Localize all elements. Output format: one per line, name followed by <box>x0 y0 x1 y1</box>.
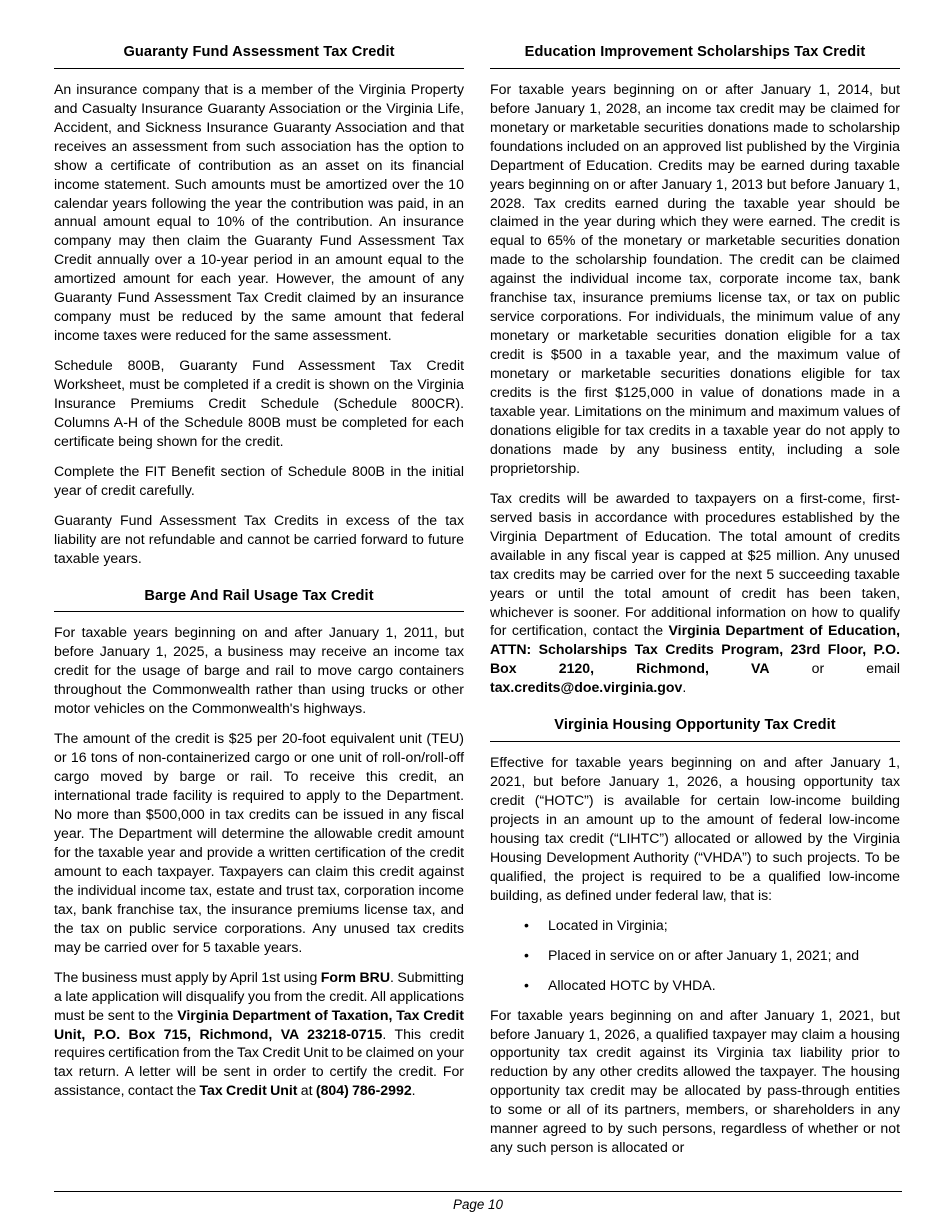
bullet-icon: • <box>524 976 529 993</box>
barge-contact-text-4: at <box>297 1082 316 1099</box>
list-item <box>490 976 900 995</box>
paragraph-housing-closing: For taxable years beginning on and after January 1, 2021, but before January 1, 2026, a qualified taxpayer may claim a housing opportunity tax credit against its Virginia tax liability prior to reduction by any other credits allowed the taxpayer. The housing opportunity tax credit may be allocated by pass-through entities to some or all of its partners, members, or shareholders in any manner agreed to by such persons, regardless of whether or not any such person is allocated or <box>490 1006 900 1156</box>
paragraph-education-1: For taxable years beginning on or after January 1, 2014, but before January 1, 2028, an income tax credit may be claimed for monetary or marketable securities donations made to scholarship foundations included on an approved list published by the Virginia Department of Education. Credits may be earned during taxable years beginning on or after January 1, 2013 but before January 1, 2028. Tax credits earned during the taxable year should be claimed in the year during which they were earned. The credit is equal to 65% of the monetary or marketable securities donation made to the scholarship foundation. The credit can be claimed against the individual income tax, corporate income tax, bank franchise tax, insurance premiums license tax, or tax on public service corporations. For individuals, the minimum value of any monetary or marketable securities donation eligible for a tax credit is $500 in a taxable year, and the maximum value of monetary or marketable securities donations eligible for tax credits is the first $125,000 in value of donations made in a taxable year. Limitations on the minimum and maximum values of donations eligible for tax credits in a taxable year do not apply to donations made by any business entity, including a sole proprietorship. <box>490 80 900 476</box>
barge-contact-text-2: . Submitting a late application will disqualify you from the credit. All applications must be sent to the <box>54 968 464 1023</box>
education-contact-text-1: Tax credits will be awarded to taxpayers on a first-come, first-served basis in accordance with procedures established by the Virginia Department of Education. The total amount of credits available in any fiscal year is capped at $25 million. Any unused tax credits may be carried over for the next 5 succeeding taxable years or until the total amount of credit has been taken, whichever is sooner. For additional information on how to qualify for certification, contact the <box>490 489 900 639</box>
bullet-icon: • <box>524 916 529 933</box>
barge-mailing-address: Virginia Department of Taxation, Tax Credit Unit, P.O. Box 715, Richmond, VA 23218-0715 <box>54 1006 464 1042</box>
housing-qualification-list <box>490 916 900 995</box>
education-contact-text-2: or email <box>769 660 900 677</box>
section-heading-guaranty-fund: Guaranty Fund Assessment Tax Credit <box>123 44 395 60</box>
paragraph-barge-contact <box>54 968 464 1101</box>
list-item <box>490 946 900 965</box>
heading-block-guaranty-fund <box>54 44 464 69</box>
barge-phone-number: (804) 786-2992 <box>315 1082 412 1099</box>
paragraph-housing-intro: Effective for taxable years beginning on and after January 1, 2021, but before January 1, 2026, a housing opportunity tax credit (“HOTC”) is available for certain low-income building projects in an amount up to the amount of federal low-income housing tax credit (“LIHTC”) allocated or allowed by the Virginia Housing Development Authority (“VHDA”) to such projects. To be qualified, the project is required to be a qualified low-income building, as defined under federal law, that is: <box>490 754 900 903</box>
education-email-address: tax.credits@doe.virginia.gov <box>490 679 683 696</box>
paragraph-guaranty-1: An insurance company that is a member of the Virginia Property and Casualty Insurance Guaranty Association or the Virginia Life, Accident, and Sickness Insurance Guaranty Association and that receives an assessment from such association has the option to show a certificate of contribution as an asset on its financial income statement. Such amounts must be amortized over the 10 calendar years following the year the contribution was paid, in an annual amount equal to 10% of the contribution. An insurance company may then claim the Guaranty Fund Assessment Tax Credit annually over a 10-year period in an amount equal to the amortized amount for each year. However, the amount of any Guaranty Fund Assessment Tax Credit claimed by an insurance company must be reduced by the same amount that federal income taxes were reduced for the same assessment. <box>54 80 464 344</box>
heading-block-barge-rail <box>54 588 464 613</box>
left-column <box>54 44 464 1100</box>
heading-block-housing-opportunity <box>490 717 900 742</box>
two-column-layout <box>54 44 902 1157</box>
barge-contact-text-1: The business must apply by April 1st using <box>54 968 321 985</box>
section-heading-housing-opportunity: Virginia Housing Opportunity Tax Credit <box>554 717 836 734</box>
paragraph-barge-2: The amount of the credit is $25 per 20-foot equivalent unit (TEU) or 16 tons of non-containerized cargo or one unit of roll-on/roll-off cargo moved by barge or rail. To receive this credit, an international trade facility is required to apply to the Department. No more than $500,000 in tax credits can be issued in any fiscal year. The Department will determine the allowable credit amount for the taxable year and provide a written certification of the credit amount to each taxpayer. Taxpayers can claim this credit against the individual income tax, estate and trust tax, corporation income tax, bank franchise tax, the insurance premiums license tax, and the tax on public service corporations. Any unused tax credits may be carried over for 5 taxable years. <box>54 730 464 955</box>
paragraph-barge-1: For taxable years beginning on and after January 1, 2011, but before January 1, 2025, a business may receive an income tax credit for the usage of barge and rail to move cargo containers throughout the Commonwealth rather than using trucks or other motor vehicles on the Commonwealth's highways. <box>54 624 464 717</box>
bullet-icon: • <box>524 946 529 963</box>
right-column <box>490 44 900 1157</box>
paragraph-guaranty-3: Complete the FIT Benefit section of Schedule 800B in the initial year of credit carefully. <box>54 462 464 498</box>
barge-tax-credit-unit: Tax Credit Unit <box>199 1082 298 1099</box>
education-contact-text-3: . <box>682 679 687 696</box>
footer-divider <box>54 1191 902 1192</box>
list-item-label: Allocated HOTC by VHDA. <box>548 976 716 993</box>
page-number-label: Page 10 <box>453 1196 503 1212</box>
barge-contact-text-5: . <box>411 1082 416 1099</box>
barge-contact-text-3: . This credit requires certification from the Tax Credit Unit to be claimed on your tax return. A letter will be sent in order to certify the credit. For assistance, contact the <box>54 1025 464 1099</box>
section-heading-barge-rail: Barge And Rail Usage Tax Credit <box>144 587 374 604</box>
page-footer <box>54 1191 902 1213</box>
heading-block-education-improvement <box>490 44 900 69</box>
paragraph-guaranty-4: Guaranty Fund Assessment Tax Credits in excess of the tax liability are not refundable and cannot be carried forward to future taxable years. <box>54 511 464 566</box>
barge-form-bru: Form BRU <box>320 968 391 985</box>
list-item <box>490 916 900 935</box>
education-doe-address: Virginia Department of Education, ATTN: Scholarships Tax Credits Program, 23rd Floor, P.O. Box 2120, Richmond, VA <box>490 622 901 677</box>
list-item-label: Located in Virginia; <box>548 916 668 933</box>
section-heading-education-improvement: Education Improvement Scholarships Tax Credit <box>524 44 866 60</box>
paragraph-guaranty-2: Schedule 800B, Guaranty Fund Assessment Tax Credit Worksheet, must be completed if a credit is shown on the Virginia Insurance Premiums Credit Schedule (Schedule 800CR). Columns A-H of the Schedule 800B must be completed for each certificate being shown for the credit. <box>54 357 464 449</box>
list-item-label: Placed in service on or after January 1, 2021; and <box>548 946 860 963</box>
paragraph-education-contact <box>490 489 900 697</box>
